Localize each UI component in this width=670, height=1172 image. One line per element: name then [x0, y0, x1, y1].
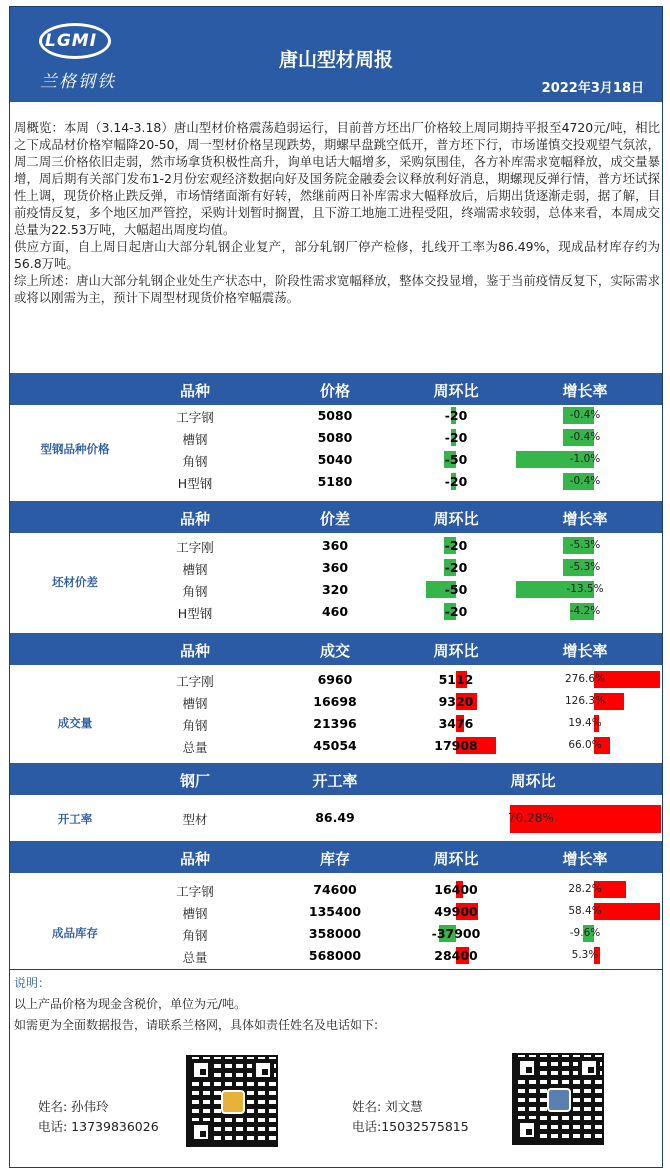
row-rate: -1.0% [569, 453, 601, 465]
col-variety: 品种 [179, 510, 210, 528]
col-rate: 增长率 [562, 382, 608, 400]
row-value: 21396 [313, 716, 357, 731]
price-table-header [10, 373, 662, 405]
row-rate-cell [508, 691, 662, 712]
table-row [10, 669, 662, 690]
row-value: 6960 [317, 672, 353, 687]
col-mill: 钢厂 [179, 772, 210, 790]
row-variety: 槽钢 [182, 906, 208, 921]
row-wow: 3476 [438, 716, 474, 731]
row-rate-cell [508, 471, 662, 492]
summary-supply: 供应方面，自上周日起唐山大部分轧钢企业复产，部分轧钢厂停产检修，扎线开工率为86.49%，现成品材库存约为56.8万吨。 [14, 239, 660, 271]
row-rate-cell [508, 713, 662, 734]
col-rate: 增长率 [562, 642, 608, 660]
contact-2-phone: 电话:15032575815 [352, 1119, 469, 1134]
table-row [10, 691, 662, 712]
row-wow-cell [406, 669, 506, 690]
row-operating-rate: 86.49 [315, 810, 355, 825]
row-variety: 工字刚 [176, 540, 214, 555]
row-rate-cell [508, 735, 662, 756]
summary-conclusion: 综上所述：唐山大部分轧钢企业处生产状态中，阶段性需求宽幅释放，整体交投显增，鉴于当前疫情反复下，实际需求或将以刚需为主，预计下周型材现货价格窄幅震荡。 [14, 273, 660, 305]
contact-1-phone: 电话: 13739836026 [38, 1119, 159, 1134]
row-rate-cell [508, 945, 662, 966]
inventory-table-body [10, 879, 662, 967]
volume-table-body [10, 669, 662, 757]
row-wow-cell [406, 405, 506, 426]
table-row [10, 471, 662, 492]
col-variety: 品种 [179, 642, 210, 660]
row-value: 360 [321, 538, 349, 553]
row-rate: -9.6% [569, 927, 601, 939]
avatar [547, 1088, 571, 1112]
col-volume: 成交 [319, 642, 350, 660]
row-value: 360 [321, 560, 349, 575]
row-wow-cell [406, 713, 506, 734]
row-wow-cell [406, 579, 506, 600]
row-rate: 126.3% [564, 695, 606, 707]
row-wow: -20 [444, 408, 468, 423]
operating-table-header [10, 763, 662, 795]
row-wow-cell [406, 601, 506, 622]
table-row [10, 427, 662, 448]
price-table-label: 型钢品种价格 [40, 442, 110, 456]
row-value: 320 [321, 582, 349, 597]
row-value: 45054 [313, 738, 357, 753]
row-rate: 28.2% [568, 883, 602, 895]
contact-2-name: 姓名: 刘文慧 [352, 1099, 423, 1114]
row-wow: 28400 [434, 948, 478, 963]
row-wow: 9320 [438, 694, 474, 709]
row-wow: -37900 [431, 926, 481, 941]
inventory-table-header [10, 841, 662, 873]
row-rate: 5.3% [571, 949, 599, 961]
col-price: 价格 [319, 382, 350, 400]
row-variety: 角钢 [182, 718, 208, 733]
row-rate-cell [508, 601, 662, 622]
row-wow: 16400 [434, 882, 478, 897]
contact-2 [352, 1097, 469, 1137]
row-variety: H型钢 [177, 476, 213, 491]
row-value: 16698 [313, 694, 357, 709]
row-wow: -50 [444, 582, 468, 597]
price-table-body [10, 405, 662, 493]
row-wow: 17908 [434, 738, 478, 753]
row-rate: -5.3% [569, 561, 601, 573]
col-variety: 品种 [179, 382, 210, 400]
row-mill: 型材 [182, 812, 208, 827]
table-row [10, 879, 662, 900]
col-inventory: 库存 [319, 850, 350, 868]
row-wow-cell [406, 735, 506, 756]
row-rate: -4.2% [569, 605, 601, 617]
row-rate: -0.4% [569, 409, 601, 421]
operating-table-label: 开工率 [57, 812, 93, 826]
row-rate-cell [508, 923, 662, 944]
table-row [10, 807, 662, 828]
row-wow: -20 [444, 604, 468, 619]
row-rate-cell [508, 449, 662, 470]
report-frame [9, 6, 663, 1168]
notes [14, 973, 378, 1036]
row-value: 568000 [308, 948, 362, 963]
spread-table-header [10, 501, 662, 533]
row-variety: 槽钢 [182, 432, 208, 447]
table-row [10, 535, 662, 556]
row-rate-cell [508, 901, 662, 922]
logo-text: LGMI [45, 31, 98, 51]
table-row [10, 923, 662, 944]
table-row [10, 945, 662, 966]
row-variety: 槽钢 [182, 562, 208, 577]
operating-table-body [10, 807, 662, 831]
row-variety: H型钢 [177, 606, 213, 621]
row-rate: 276.6% [564, 673, 606, 685]
row-rate-cell [508, 879, 662, 900]
row-wow: -20 [444, 538, 468, 553]
row-wow-cell [406, 901, 506, 922]
row-wow: -20 [444, 560, 468, 575]
row-variety: 槽钢 [182, 696, 208, 711]
col-wow: 周环比 [433, 850, 479, 868]
table-row [10, 901, 662, 922]
row-value: 5040 [317, 452, 353, 467]
row-value: 135400 [308, 904, 362, 919]
row-variety: 工字刚 [176, 674, 214, 689]
table-row [10, 557, 662, 578]
row-rate: -0.4% [569, 431, 601, 443]
col-operating-rate: 开工率 [312, 772, 358, 790]
row-value: 5180 [317, 474, 353, 489]
row-rate-cell [508, 669, 662, 690]
row-wow-cell [406, 945, 506, 966]
table-row [10, 601, 662, 622]
col-wow: 周环比 [433, 642, 479, 660]
row-value: 5080 [317, 408, 353, 423]
inventory-table-label: 成品库存 [52, 926, 98, 940]
notes-line-2: 如需更为全面数据报告，请联系兰格网，具体如责任姓名及电话如下: [14, 1018, 379, 1032]
row-wow: 49900 [434, 904, 478, 919]
row-variety: 总量 [182, 740, 208, 755]
row-rate: 66.0% [568, 739, 602, 751]
row-value: 74600 [313, 882, 357, 897]
row-rate-cell [508, 579, 662, 600]
row-wow-cell [406, 535, 506, 556]
row-variety: 工字钢 [176, 410, 214, 425]
row-variety: 工字钢 [176, 884, 214, 899]
notes-line-1: 以上产品价格为现金含税价，单位为元/吨。 [14, 997, 247, 1011]
row-variety: 角钢 [182, 584, 208, 599]
row-wow: -20 [444, 474, 468, 489]
summary-overview: 周概览：本周（3.14-3.18）唐山型材价格震荡趋弱运行，目前普方坯出厂价格较上周同期持平报至4720元/吨，相比之下成品材价格窄幅降20-50，周一型材价格呈现跌势，期螺早盘跳空低开，普方坯下行，市场谨慎交投观望气氛浓，周二周三价格依旧走弱，然市场拿货积极性高升，询单电话大幅增多，采购氛围佳，各方补库需求宽幅释放，成交量暴增，周后期有关部门发布1-2月份宏观经济数据向好及国务院金融委会议释放利好消息，期螺现反弹行情，普方坯试探性上调，现货价格止跌反弹，市场情绪面渐有好转，然继前两日补库需求大幅释放后，后期出货逐渐走弱，据了解，目前疫情反复，多个地区加严管控，采购计划暂时搁置，且下游工地施工进程受阻，终端需求较弱，总体来看，本周成交总量为22.53万吨，大幅超出周度均值。 [14, 120, 660, 237]
row-rate: -5.3% [569, 539, 601, 551]
spread-table-body [10, 535, 662, 623]
row-wow-cell [406, 427, 506, 448]
row-wow-cell [406, 557, 506, 578]
volume-table-header [10, 633, 662, 665]
report-date: 2022年3月18日 [541, 81, 644, 96]
row-rate-cell [508, 557, 662, 578]
row-value: 5080 [317, 430, 353, 445]
table-row [10, 713, 662, 734]
row-wow-cell [406, 879, 506, 900]
col-wow: 周环比 [433, 382, 479, 400]
col-rate: 增长率 [562, 510, 608, 528]
row-wow-cell [406, 471, 506, 492]
divider [10, 969, 662, 970]
contact-1 [38, 1097, 159, 1137]
row-value: 358000 [308, 926, 362, 941]
col-variety: 品种 [179, 850, 210, 868]
row-variety: 总量 [182, 950, 208, 965]
row-variety: 角钢 [182, 928, 208, 943]
row-rate-cell [508, 405, 662, 426]
contact-1-name: 姓名: 孙伟玲 [38, 1099, 109, 1114]
col-wow: 周环比 [510, 772, 556, 790]
avatar [221, 1090, 245, 1114]
row-rate: -13.5% [566, 583, 604, 595]
col-rate: 增长率 [562, 850, 608, 868]
volume-table-label: 成交量 [57, 716, 93, 730]
page-title: 唐山型材周报 [278, 49, 393, 71]
row-wow-cell [406, 449, 506, 470]
row-wow: 5112 [438, 672, 474, 687]
row-rate-cell [508, 427, 662, 448]
col-wow: 周环比 [433, 510, 479, 528]
col-spread: 价差 [319, 510, 350, 528]
row-wow-cell [406, 923, 506, 944]
row-rate-cell [508, 535, 662, 556]
row-rate: 19.4% [568, 717, 602, 729]
logo-cn-text: 兰格钢铁 [40, 72, 116, 92]
row-wow: -20 [444, 430, 468, 445]
notes-heading: 说明： [14, 976, 51, 990]
qr-code-icon [512, 1053, 604, 1145]
qr-code-icon [186, 1055, 278, 1147]
report-header [10, 7, 662, 102]
operating-wow-value: 70.28% [508, 811, 554, 825]
weekly-summary [14, 119, 660, 306]
row-value: 460 [321, 604, 349, 619]
table-row [10, 735, 662, 756]
table-row [10, 579, 662, 600]
operating-wow-cell [460, 807, 662, 831]
row-wow: -50 [444, 452, 468, 467]
row-wow-cell [406, 691, 506, 712]
table-row [10, 449, 662, 470]
row-rate: -0.4% [569, 475, 601, 487]
row-rate: 58.4% [568, 905, 602, 917]
row-variety: 角钢 [182, 454, 208, 469]
table-row [10, 405, 662, 426]
spread-table-label: 坯材价差 [52, 575, 98, 589]
